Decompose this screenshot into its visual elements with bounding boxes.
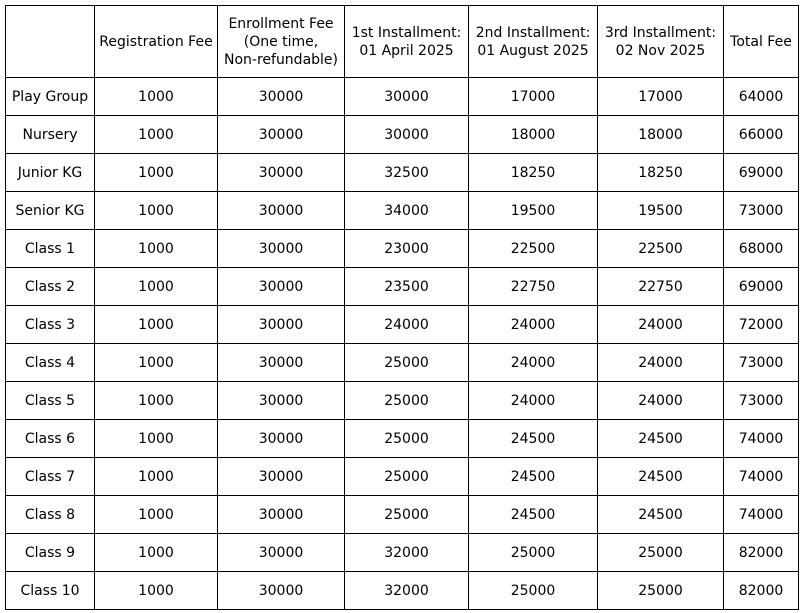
table-row: [6, 306, 799, 344]
class-name-cell: Class 5: [6, 382, 95, 420]
header-total-fee: [724, 6, 799, 78]
enrollment-fee-cell: 30000: [218, 382, 345, 420]
third-installment-cell: 22500: [598, 230, 724, 268]
first-installment-cell: 25000: [345, 382, 469, 420]
registration-fee-cell: 1000: [95, 420, 218, 458]
table-row: [6, 230, 799, 268]
registration-fee-cell: 1000: [95, 306, 218, 344]
registration-fee-cell: 1000: [95, 268, 218, 306]
registration-fee-cell: 1000: [95, 534, 218, 572]
header-text-line: 02 Nov 2025: [615, 42, 706, 59]
table-header: [6, 6, 799, 78]
second-installment-cell: 22750: [469, 268, 598, 306]
header-text-line: 01 April 2025: [359, 42, 454, 59]
header-text-line: Total Fee: [730, 33, 792, 50]
first-installment-cell: 23500: [345, 268, 469, 306]
total-fee-cell: 82000: [724, 534, 799, 572]
registration-fee-cell: 1000: [95, 230, 218, 268]
enrollment-fee-cell: 30000: [218, 344, 345, 382]
enrollment-fee-cell: 30000: [218, 78, 345, 116]
class-name-cell: Class 8: [6, 496, 95, 534]
total-fee-cell: 64000: [724, 78, 799, 116]
second-installment-cell: 18000: [469, 116, 598, 154]
enrollment-fee-cell: 30000: [218, 116, 345, 154]
enrollment-fee-cell: 30000: [218, 154, 345, 192]
header-row: [6, 6, 799, 78]
third-installment-cell: 18250: [598, 154, 724, 192]
second-installment-cell: 24000: [469, 344, 598, 382]
total-fee-cell: 74000: [724, 420, 799, 458]
third-installment-cell: 24500: [598, 420, 724, 458]
enrollment-fee-cell: 30000: [218, 534, 345, 572]
class-name-cell: Class 1: [6, 230, 95, 268]
enrollment-fee-cell: 30000: [218, 420, 345, 458]
second-installment-cell: 24500: [469, 458, 598, 496]
first-installment-cell: 25000: [345, 458, 469, 496]
header-text-line: 2nd Installment:: [475, 24, 591, 41]
third-installment-cell: 25000: [598, 572, 724, 610]
header-third-installment: [598, 6, 724, 78]
total-fee-cell: 68000: [724, 230, 799, 268]
second-installment-cell: 25000: [469, 534, 598, 572]
enrollment-fee-cell: 30000: [218, 230, 345, 268]
header-text-line: 3rd Installment:: [604, 24, 717, 41]
first-installment-cell: 23000: [345, 230, 469, 268]
registration-fee-cell: 1000: [95, 572, 218, 610]
table-row: [6, 420, 799, 458]
third-installment-cell: 25000: [598, 534, 724, 572]
total-fee-cell: 74000: [724, 458, 799, 496]
total-fee-cell: 73000: [724, 192, 799, 230]
enrollment-fee-cell: 30000: [218, 306, 345, 344]
table-row: [6, 382, 799, 420]
third-installment-cell: 24000: [598, 382, 724, 420]
header-text-line: 01 August 2025: [477, 42, 589, 59]
total-fee-cell: 69000: [724, 268, 799, 306]
first-installment-cell: 24000: [345, 306, 469, 344]
total-fee-cell: 69000: [724, 154, 799, 192]
third-installment-cell: 19500: [598, 192, 724, 230]
second-installment-cell: 17000: [469, 78, 598, 116]
registration-fee-cell: 1000: [95, 78, 218, 116]
total-fee-cell: 73000: [724, 344, 799, 382]
first-installment-cell: 30000: [345, 116, 469, 154]
table-row: [6, 458, 799, 496]
total-fee-cell: 74000: [724, 496, 799, 534]
table-row: [6, 116, 799, 154]
class-name-cell: Class 3: [6, 306, 95, 344]
third-installment-cell: 24000: [598, 344, 724, 382]
registration-fee-cell: 1000: [95, 192, 218, 230]
header-blank-cell: [6, 6, 95, 78]
enrollment-fee-cell: 30000: [218, 572, 345, 610]
enrollment-fee-cell: 30000: [218, 192, 345, 230]
header-text-line: 1st Installment:: [351, 24, 462, 41]
first-installment-cell: 32000: [345, 572, 469, 610]
class-name-cell: Senior KG: [6, 192, 95, 230]
table-row: [6, 572, 799, 610]
table-row: [6, 344, 799, 382]
table-row: [6, 154, 799, 192]
total-fee-cell: 82000: [724, 572, 799, 610]
second-installment-cell: 18250: [469, 154, 598, 192]
fee-table-container: [5, 5, 799, 610]
third-installment-cell: 17000: [598, 78, 724, 116]
first-installment-cell: 32500: [345, 154, 469, 192]
class-name-cell: Junior KG: [6, 154, 95, 192]
class-name-cell: Class 4: [6, 344, 95, 382]
header-first-installment: [345, 6, 469, 78]
class-name-cell: Class 10: [6, 572, 95, 610]
first-installment-cell: 34000: [345, 192, 469, 230]
registration-fee-cell: 1000: [95, 382, 218, 420]
total-fee-cell: 72000: [724, 306, 799, 344]
first-installment-cell: 25000: [345, 496, 469, 534]
second-installment-cell: 25000: [469, 572, 598, 610]
third-installment-cell: 18000: [598, 116, 724, 154]
registration-fee-cell: 1000: [95, 496, 218, 534]
enrollment-fee-cell: 30000: [218, 458, 345, 496]
class-name-cell: Play Group: [6, 78, 95, 116]
table-row: [6, 192, 799, 230]
first-installment-cell: 32000: [345, 534, 469, 572]
header-enrollment-fee: [218, 6, 345, 78]
total-fee-cell: 66000: [724, 116, 799, 154]
class-name-cell: Nursery: [6, 116, 95, 154]
second-installment-cell: 24500: [469, 496, 598, 534]
table-row: [6, 268, 799, 306]
second-installment-cell: 24000: [469, 382, 598, 420]
table-row: [6, 78, 799, 116]
header-text-line: (One time,: [243, 33, 319, 50]
header-text-line: Enrollment Fee: [228, 15, 334, 32]
class-name-cell: Class 6: [6, 420, 95, 458]
class-name-cell: Class 7: [6, 458, 95, 496]
third-installment-cell: 22750: [598, 268, 724, 306]
second-installment-cell: 24000: [469, 306, 598, 344]
class-name-cell: Class 2: [6, 268, 95, 306]
third-installment-cell: 24500: [598, 496, 724, 534]
registration-fee-cell: 1000: [95, 344, 218, 382]
class-name-cell: Class 9: [6, 534, 95, 572]
table-body: [6, 78, 799, 610]
registration-fee-cell: 1000: [95, 458, 218, 496]
table-row: [6, 496, 799, 534]
first-installment-cell: 25000: [345, 344, 469, 382]
second-installment-cell: 19500: [469, 192, 598, 230]
header-registration-fee: [95, 6, 218, 78]
first-installment-cell: 30000: [345, 78, 469, 116]
first-installment-cell: 25000: [345, 420, 469, 458]
header-second-installment: [469, 6, 598, 78]
header-text-line: Non-refundable): [223, 51, 339, 68]
third-installment-cell: 24000: [598, 306, 724, 344]
second-installment-cell: 22500: [469, 230, 598, 268]
third-installment-cell: 24500: [598, 458, 724, 496]
table-row: [6, 534, 799, 572]
second-installment-cell: 24500: [469, 420, 598, 458]
fee-structure-table: [5, 5, 799, 610]
total-fee-cell: 73000: [724, 382, 799, 420]
enrollment-fee-cell: 30000: [218, 496, 345, 534]
registration-fee-cell: 1000: [95, 154, 218, 192]
enrollment-fee-cell: 30000: [218, 268, 345, 306]
header-text-line: Registration Fee: [99, 33, 213, 50]
registration-fee-cell: 1000: [95, 116, 218, 154]
